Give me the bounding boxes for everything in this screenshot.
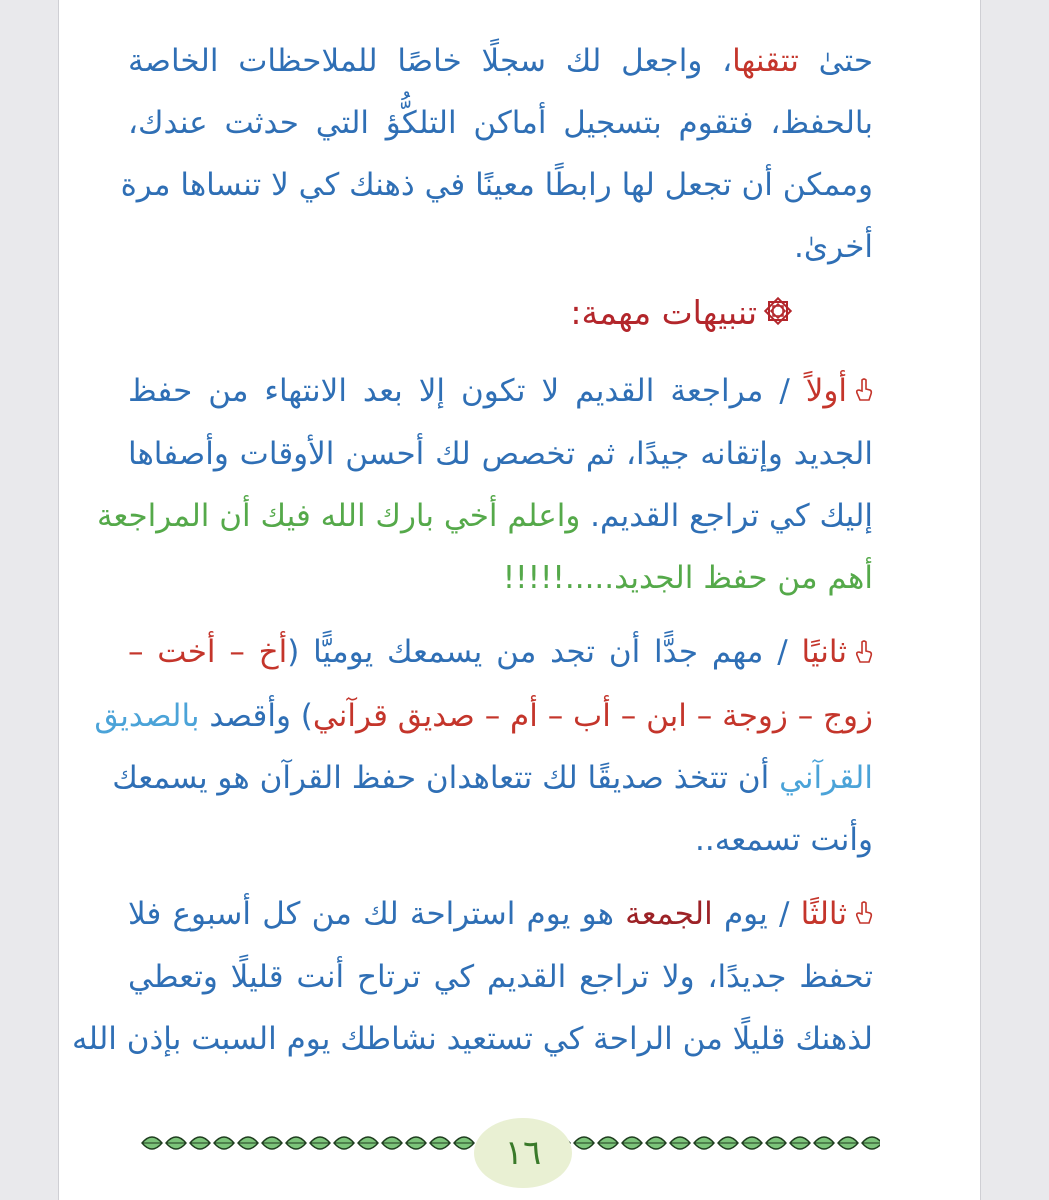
text-span: ، واجعل لك سجلًا خاصًا للملاحظات الخاصة bbox=[128, 43, 733, 79]
highlight-text: زوج – زوجة – ابن – أب – أم – صديق قرآني bbox=[312, 697, 873, 734]
text-span: / مراجعة القديم لا تكون إلا بعد الانتهاء من حفظ bbox=[128, 372, 806, 409]
paragraph-intro bbox=[120, 30, 873, 278]
point-label: ثالثًا bbox=[800, 895, 847, 932]
star-ornament-icon bbox=[763, 282, 793, 348]
text-line bbox=[128, 883, 873, 947]
text-line bbox=[128, 621, 873, 685]
text-line: أهم من حفظ الجديد.....!!!!! bbox=[502, 560, 873, 596]
highlight-text: أخ – أخت – bbox=[128, 634, 288, 670]
text-span: ) وأقصد bbox=[199, 697, 313, 734]
point-second bbox=[94, 621, 873, 871]
text-line: وممكن أن تجعل لها رابطًا معينًا في ذهنك كي لا تنساها مرة bbox=[120, 167, 873, 203]
pointing-hand-icon bbox=[855, 361, 873, 423]
point-third bbox=[71, 883, 873, 1071]
point-label: ثانيًا bbox=[801, 634, 847, 670]
text-line: بالحفظ، فتقوم بتسجيل أماكن التلكُّؤ التي حدثت عندك، bbox=[128, 105, 873, 141]
page-number: ١٦ bbox=[474, 1118, 572, 1188]
heading-text: تنبيهات مهمة: bbox=[570, 293, 757, 332]
highlight-text: بالصديق bbox=[94, 697, 200, 734]
text-line bbox=[94, 685, 873, 747]
highlight-text: الجمعة bbox=[625, 895, 713, 932]
text-line: لذهنك قليلًا من الراحة كي تستعيد نشاطك يوم السبت بإذن الله bbox=[71, 1021, 873, 1057]
text-line: وأنت تسمعه.. bbox=[695, 821, 873, 858]
text-line: تحفظ جديدًا، ولا تراجع القديم كي ترتاح أنت قليلًا وتعطي bbox=[128, 959, 873, 995]
text-span: حتىٰ bbox=[798, 43, 873, 79]
text-line bbox=[96, 485, 873, 547]
highlight-text: واعلم أخي بارك الله فيك أن المراجعة bbox=[96, 498, 581, 534]
text-line bbox=[112, 747, 873, 809]
pointing-hand-icon bbox=[855, 623, 873, 685]
point-label: أولاً bbox=[805, 372, 847, 409]
text-span: / يوم bbox=[712, 895, 801, 932]
text-span: أن تتخذ صديقًا لك تتعاهدان حفظ القرآن هو يسمعك bbox=[112, 759, 780, 796]
section-heading bbox=[128, 280, 793, 348]
text-line: الجديد وإتقانه جيدًا، ثم تخصص لك أحسن الأوقات وأصفاها bbox=[128, 436, 873, 472]
highlight-text: تتقنها bbox=[732, 43, 799, 79]
text-line bbox=[128, 360, 873, 424]
highlight-text: القرآني bbox=[779, 759, 873, 796]
page-margin-left bbox=[0, 0, 59, 1200]
text-span: إليك كي تراجع القديم. bbox=[580, 498, 873, 534]
pointing-hand-icon bbox=[855, 884, 873, 946]
text-span: هو يوم استراحة لك من كل أسبوع فلا bbox=[128, 895, 626, 932]
text-line bbox=[128, 30, 873, 92]
text-line: أخرىٰ. bbox=[794, 229, 873, 265]
point-first bbox=[96, 360, 873, 610]
page-content bbox=[71, 30, 873, 1070]
text-span: / مهم جدًّا أن تجد من يسمعك يوميًّا ( bbox=[287, 634, 802, 670]
page-margin-right bbox=[980, 0, 1049, 1200]
